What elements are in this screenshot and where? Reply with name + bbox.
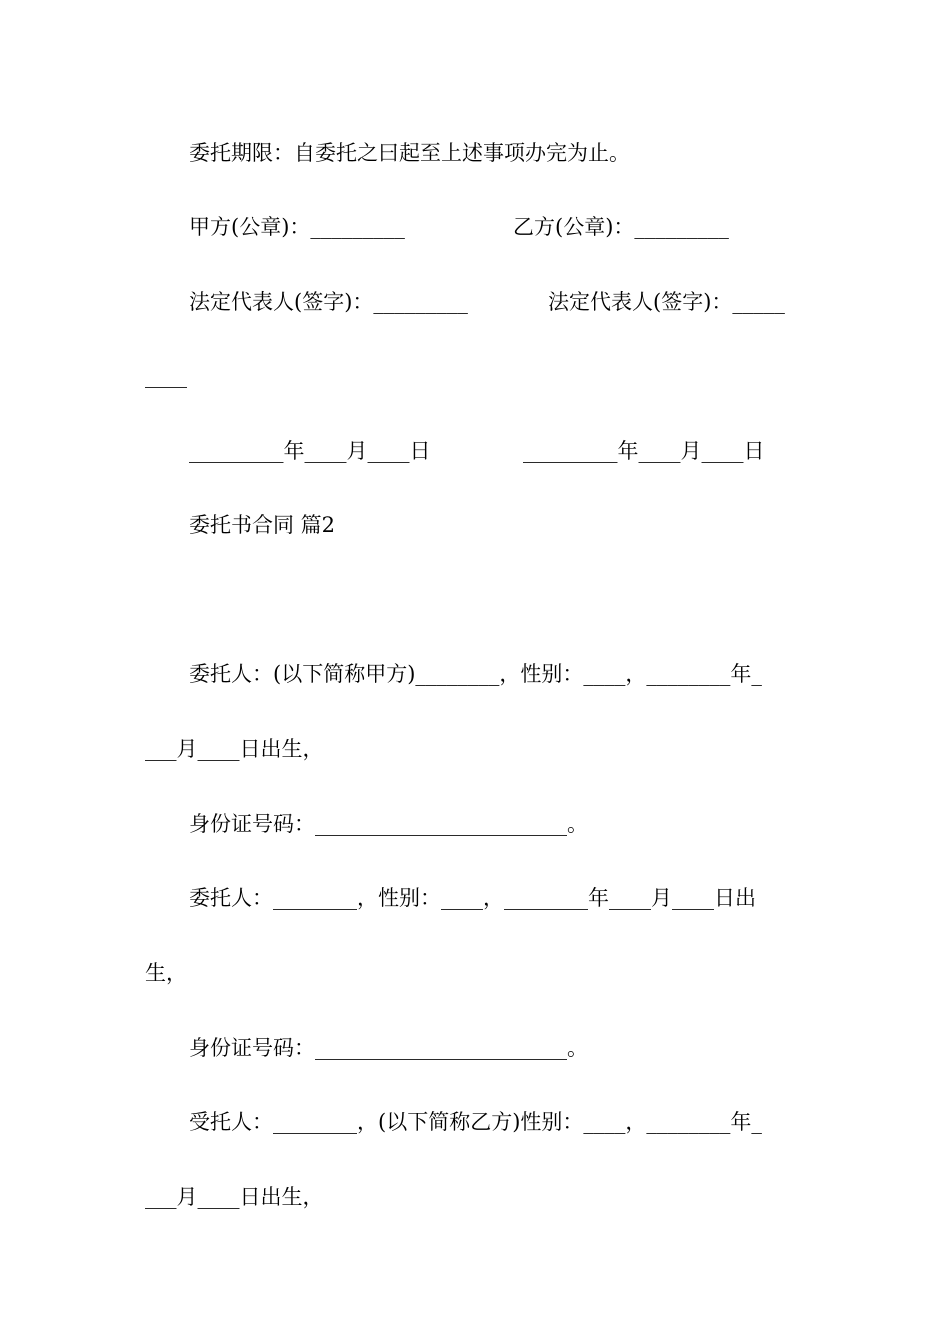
term-clause: 委托期限：自委托之曰起至上述事项办完为止。 [189, 141, 630, 165]
party-b-date-field: _________年____月____日 [523, 439, 765, 463]
agent-line: 受托人：________，(以下简称乙方)性别：____，________年_ [189, 1110, 762, 1134]
party-b-representative-continuation: ____ [145, 364, 187, 388]
party-b-representative-field: 法定代表人(签字)：_____ [548, 290, 785, 314]
principal-1-id-field: 身份证号码：________________________。 [189, 812, 588, 836]
principal-2-line: 委托人：________，性别：____，________年____月____日出 [189, 886, 756, 910]
party-a-seal-field: 甲方(公章)：_________ [189, 215, 405, 239]
party-a-representative-field: 法定代表人(签字)：_________ [189, 290, 468, 314]
principal-1-line: 委托人：(以下简称甲方)________，性别：____，________年_ [189, 662, 762, 686]
principal-2-id-field: 身份证号码：________________________。 [189, 1036, 588, 1060]
principal-2-line-continuation: 生， [145, 961, 187, 985]
party-a-date-field: _________年____月____日 [189, 439, 431, 463]
agent-line-continuation: ___月____日出生， [145, 1185, 324, 1209]
party-b-seal-field: 乙方(公章)：_________ [513, 215, 729, 239]
section-title: 委托书合同 篇2 [189, 513, 336, 537]
principal-1-line-continuation: ___月____日出生， [145, 737, 324, 761]
